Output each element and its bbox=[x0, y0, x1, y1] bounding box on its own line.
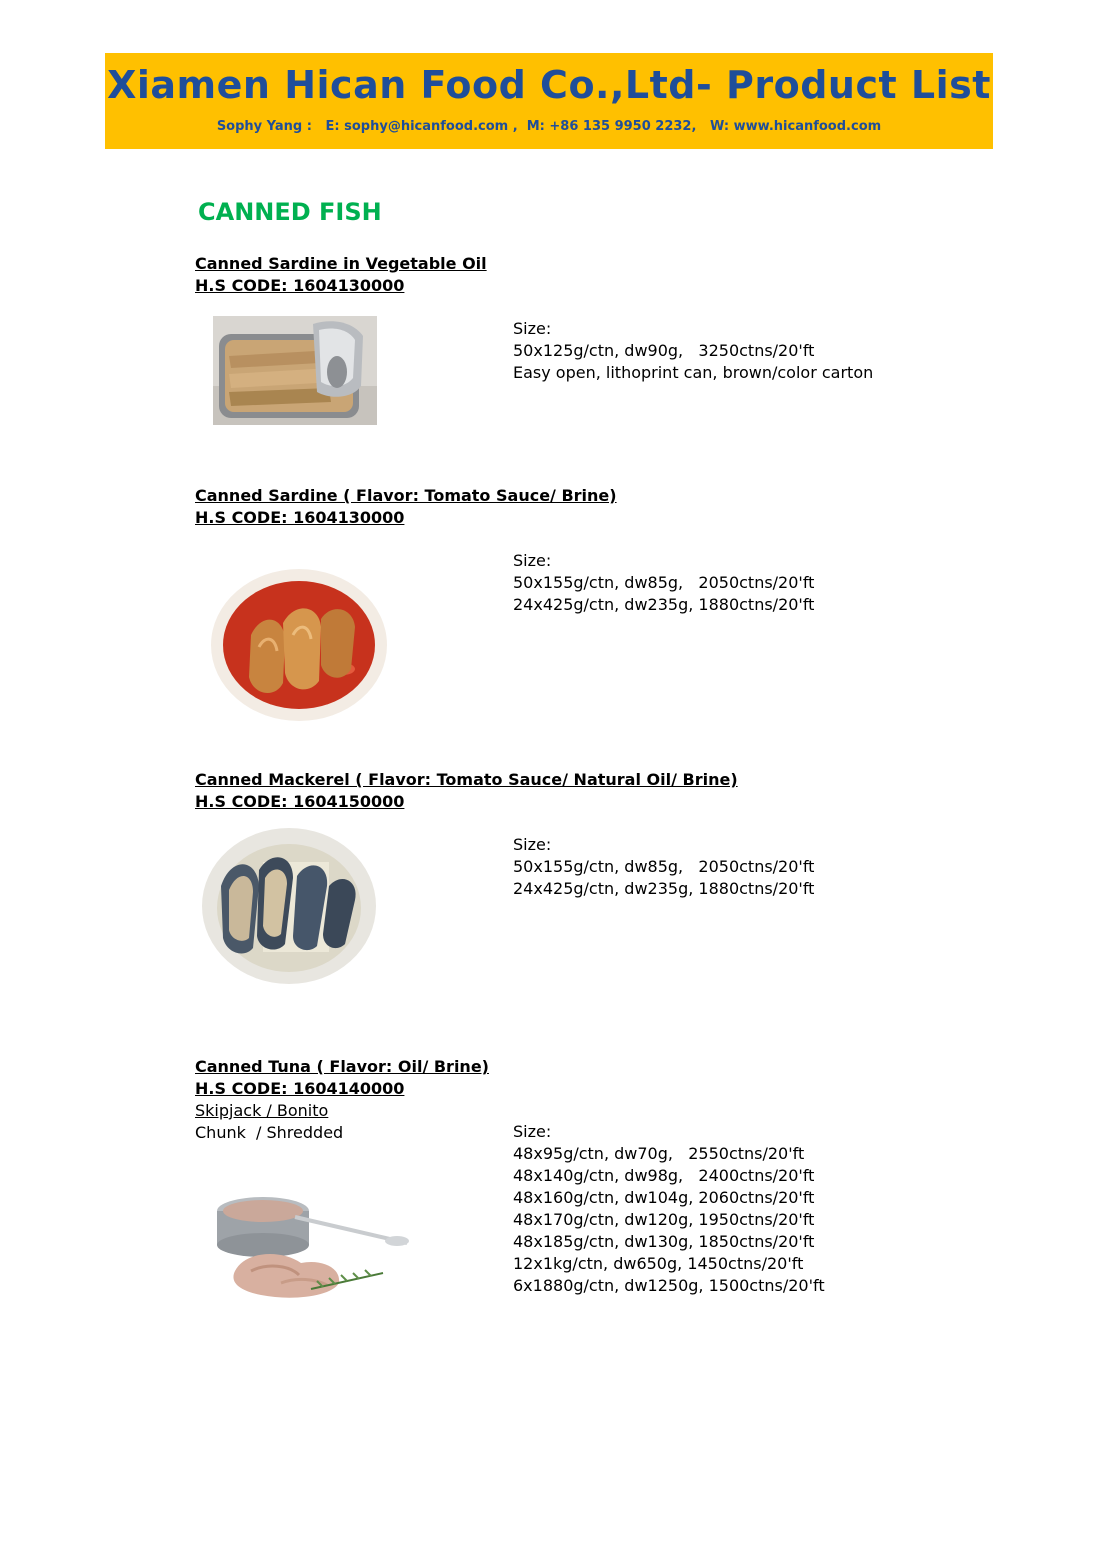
tuna-photo bbox=[211, 1171, 411, 1312]
spec-line: 48x95g/ctn, dw70g, 2550ctns/20'ft bbox=[513, 1144, 805, 1163]
header-banner bbox=[105, 53, 993, 149]
sardine-oil-can-photo bbox=[213, 316, 377, 425]
spec-line: 48x140g/ctn, dw98g, 2400ctns/20'ft bbox=[513, 1166, 815, 1185]
hs-code: H.S CODE: 1604150000 bbox=[195, 792, 405, 811]
spec-line: Size: bbox=[513, 319, 552, 338]
spec-line: 50x155g/ctn, dw85g, 2050ctns/20'ft bbox=[513, 857, 815, 876]
product-title: Canned Mackerel ( Flavor: Tomato Sauce/ Natural Oil/ Brine) bbox=[195, 770, 738, 789]
spec-line: 24x425g/ctn, dw235g, 1880ctns/20'ft bbox=[513, 595, 815, 614]
product-specs bbox=[513, 1121, 825, 1297]
variety-text: Skipjack / Bonito bbox=[195, 1101, 329, 1120]
hs-code: H.S CODE: 1604140000 bbox=[195, 1079, 405, 1098]
spec-line: 6x1880g/ctn, dw1250g, 1500ctns/20'ft bbox=[513, 1276, 825, 1295]
mackerel-photo bbox=[201, 826, 377, 985]
product-specs bbox=[513, 318, 873, 384]
hs-code: H.S CODE: 1604130000 bbox=[195, 508, 405, 527]
product-title: Canned Tuna ( Flavor: Oil/ Brine) bbox=[195, 1057, 489, 1076]
hs-code: H.S CODE: 1604130000 bbox=[195, 276, 405, 295]
page-title: Xiamen Hican Food Co.,Ltd- Product List bbox=[107, 63, 991, 107]
contact-line: Sophy Yang : E: sophy@hicanfood.com , M: +86 135 9950 2232, W: www.hicanfood.com bbox=[216, 119, 882, 134]
spec-line: 50x155g/ctn, dw85g, 2050ctns/20'ft bbox=[513, 573, 815, 592]
spec-line: Size: bbox=[513, 551, 552, 570]
section-title: CANNED FISH bbox=[198, 198, 382, 226]
product-specs bbox=[513, 834, 814, 900]
spec-line: 48x160g/ctn, dw104g, 2060ctns/20'ft bbox=[513, 1188, 815, 1207]
spec-line: 24x425g/ctn, dw235g, 1880ctns/20'ft bbox=[513, 879, 815, 898]
form-text: Chunk / Shredded bbox=[195, 1123, 344, 1142]
spec-line: Size: bbox=[513, 835, 552, 854]
product-title: Canned Sardine ( Flavor: Tomato Sauce/ Brine) bbox=[195, 486, 617, 505]
spec-line: 50x125g/ctn, dw90g, 3250ctns/20'ft bbox=[513, 341, 815, 360]
sardine-tomato-photo bbox=[203, 565, 399, 731]
product-specs bbox=[513, 550, 814, 616]
spec-line: Easy open, lithoprint can, brown/color carton bbox=[513, 363, 874, 382]
spec-line: 48x170g/ctn, dw120g, 1950ctns/20'ft bbox=[513, 1210, 815, 1229]
spec-line: 12x1kg/ctn, dw650g, 1450ctns/20'ft bbox=[513, 1254, 804, 1273]
spec-line: Size: bbox=[513, 1122, 552, 1141]
product-title: Canned Sardine in Vegetable Oil bbox=[195, 254, 487, 273]
spec-line: 48x185g/ctn, dw130g, 1850ctns/20'ft bbox=[513, 1232, 815, 1251]
